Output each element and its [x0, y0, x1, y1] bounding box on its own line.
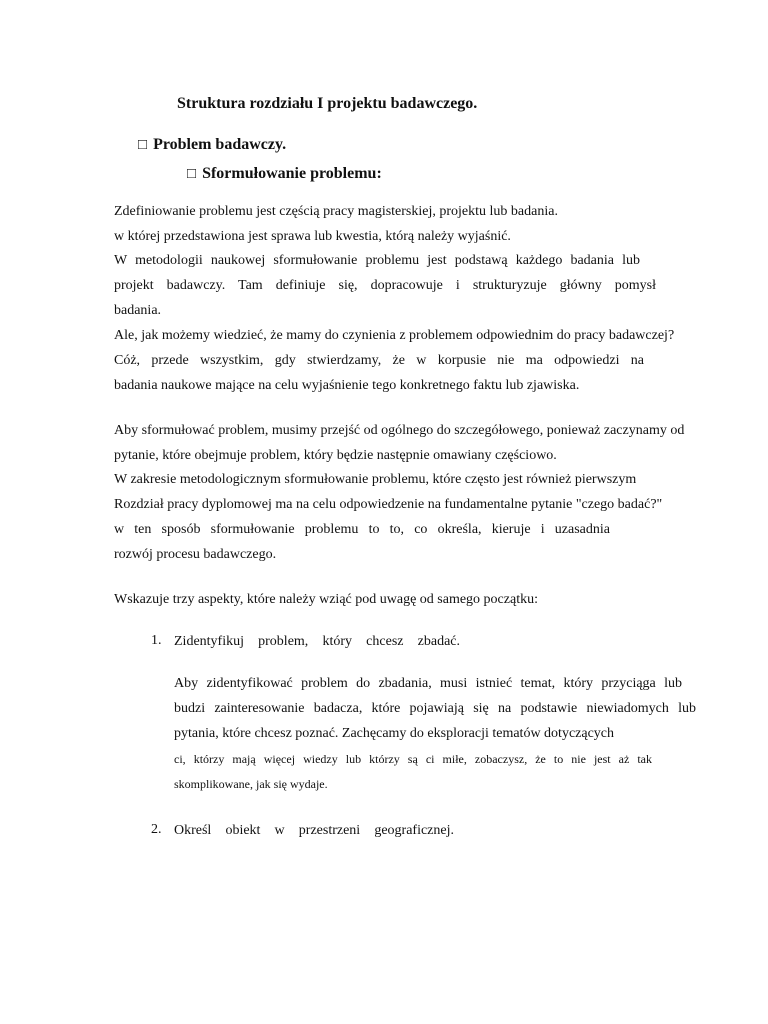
- heading-sformulowanie: [187, 165, 382, 183]
- list-number: 2.: [151, 822, 162, 837]
- paragraph-line: w ten sposób sformułowanie problemu to to, co określa, kieruje i uzasadnia: [114, 522, 610, 537]
- list-number: 1.: [151, 633, 162, 648]
- list-detail-line-small: skomplikowane, jak się wydaje.: [174, 777, 328, 791]
- list-detail-line: budzi zainteresowanie badacza, które pojawiają się na podstawie niewiadomych lub: [174, 701, 696, 716]
- list-detail-line: pytania, które chcesz poznać. Zachęcamy do eksploracji tematów dotyczących: [174, 726, 615, 741]
- paragraph-line: pytanie, które obejmuje problem, który będzie następnie omawiany częściowo.: [114, 448, 557, 463]
- paragraph-line: Cóż, przede wszystkim, gdy stwierdzamy, że w korpusie nie ma odpowiedzi na: [114, 353, 644, 368]
- list-item-text: Określ obiekt w przestrzeni geograficznej.: [174, 823, 454, 838]
- paragraph-line: rozwój procesu badawczego.: [114, 547, 277, 562]
- list-detail-line: Aby zidentyfikować problem do zbadania, musi istnieć temat, który przyciąga lub: [174, 676, 682, 691]
- paragraph-line: W zakresie metodologicznym sformułowanie problemu, które często jest również pierwszym: [114, 472, 637, 487]
- heading-text: Problem badawczy.: [153, 136, 287, 153]
- list-intro: Wskazuje trzy aspekty, które należy wziąć pod uwagę od samego początku:: [114, 592, 538, 607]
- list-detail-line-small: ci, którzy mają więcej wiedzy lub którzy są ci miłe, zobaczysz, że to nie jest aż tak: [174, 752, 652, 766]
- list-item-text: Zidentyfikuj problem, który chcesz zbadać.: [174, 634, 460, 649]
- document-title: Struktura rozdziału I projektu badawczego.: [177, 95, 478, 112]
- paragraph-line: Zdefiniowanie problemu jest częścią pracy magisterskiej, projektu lub badania.: [114, 204, 558, 219]
- paragraph-line: w której przedstawiona jest sprawa lub kwestia, którą należy wyjaśnić.: [114, 229, 511, 244]
- paragraph-line: projekt badawczy. Tam definiuje się, dopracowuje i strukturyzuje główny pomysł: [114, 278, 656, 293]
- paragraph-line: W metodologii naukowej sformułowanie problemu jest podstawą każdego badania lub: [114, 253, 640, 268]
- paragraph-line: Aby sformułować problem, musimy przejść od ogólnego do szczegółowego, ponieważ zaczynamy od: [114, 423, 685, 438]
- checkbox-bullet-icon: □: [138, 137, 148, 153]
- heading-text: Sformułowanie problemu:: [202, 165, 382, 182]
- paragraph-line: Ale, jak możemy wiedzieć, że mamy do czynienia z problemem odpowiednim do pracy badawczej?: [114, 328, 675, 343]
- paragraph-line: badania.: [114, 303, 162, 318]
- paragraph-line: badania naukowe mające na celu wyjaśnienie tego konkretnego faktu lub zjawiska.: [114, 378, 580, 393]
- checkbox-bullet-icon: □: [187, 166, 197, 182]
- paragraph-line: Rozdział pracy dyplomowej ma na celu odpowiedzenie na fundamentalne pytanie "czego badać?": [114, 497, 663, 512]
- heading-problem-badawczy: [138, 136, 286, 154]
